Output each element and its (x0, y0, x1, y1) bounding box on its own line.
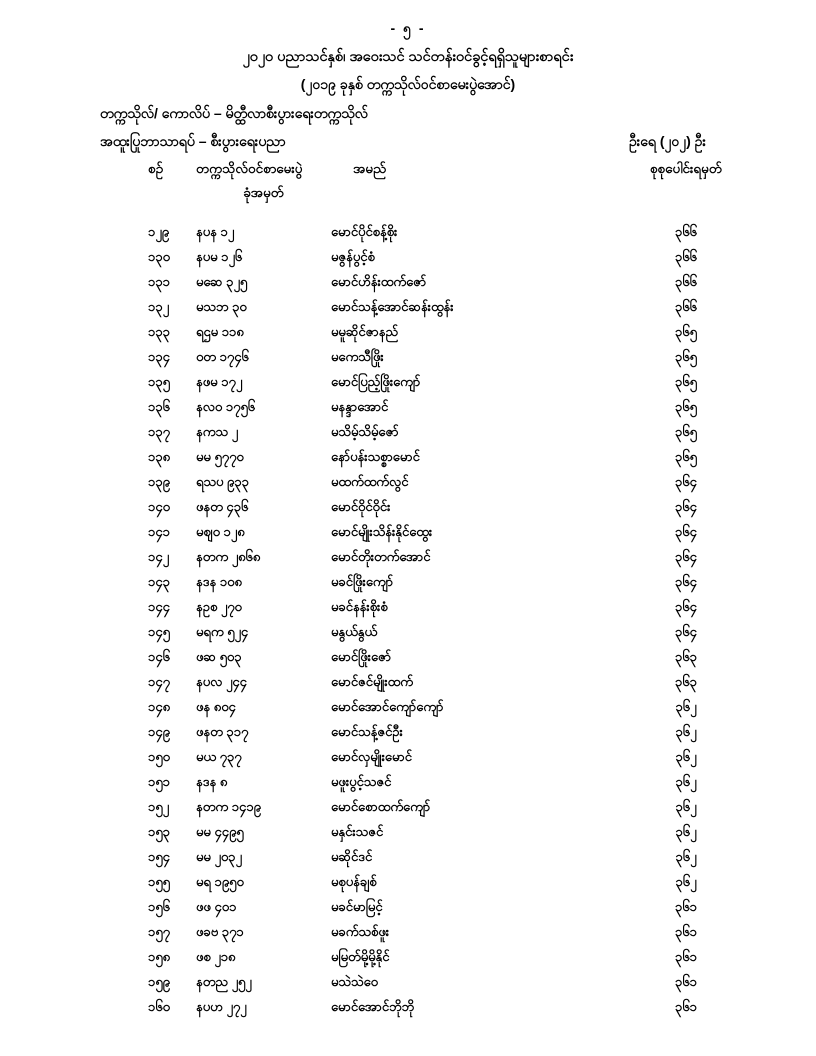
table-row (0, 994, 816, 1019)
row-total-marks: ၃၆၄ (675, 599, 697, 614)
table-row (0, 869, 816, 894)
table-row (0, 769, 816, 794)
table-row (0, 344, 816, 369)
row-serial: ၁၄၀ (148, 499, 170, 514)
row-total-marks: ၃၆၅ (675, 349, 697, 364)
row-total-marks: ၃၆၂ (675, 824, 697, 839)
row-roll-number: ဖခဗ ၃၇၁ (196, 924, 244, 939)
row-serial: ၁၅၁ (148, 774, 170, 789)
column-header-serial: စဥ် (148, 161, 164, 176)
row-roll-number: နဖမ ၁၇၂ (196, 374, 243, 389)
table-row (0, 669, 816, 694)
row-serial: ၁၄၇ (148, 674, 170, 689)
row-student-name: မောင်တိုးတက်အောင် (331, 549, 431, 564)
row-student-name: မောင်ဝိုင်ဝိုင်း (331, 499, 391, 514)
specialization-label: အထူးပြုဘာသာရပ် – စီးပွားရေးပညာ (100, 133, 286, 149)
row-student-name: မဖူးပွင့်သဇင် (331, 774, 392, 789)
table-row (0, 444, 816, 469)
row-student-name: မမြတ်မို့မို့နိုင် (331, 949, 390, 964)
table-row (0, 744, 816, 769)
row-total-marks: ၃၆၁ (675, 949, 697, 964)
table-header-row-2 (0, 181, 816, 205)
table-row (0, 319, 816, 344)
row-total-marks: ၃၆၅ (675, 424, 697, 439)
column-header-total-marks: စုစုပေါင်းရမှတ် (649, 161, 723, 176)
table-row (0, 469, 816, 494)
table-row (0, 394, 816, 419)
row-serial: ၁၄၂ (148, 549, 170, 564)
row-student-name: မခင်ဖြိုးကျော် (331, 574, 394, 589)
row-serial: ၁၅၈ (148, 949, 171, 964)
row-serial: ၁၃၆ (148, 399, 170, 414)
row-student-name: မောင်မျိုးသိန်းနိုင်ထွေး (331, 524, 433, 539)
row-roll-number: ဖန ၈၀၄ (196, 699, 236, 714)
row-serial: ၁၃၇ (148, 424, 170, 439)
row-roll-number: ဖဆ ၅၀၃ (196, 649, 242, 664)
student-list (0, 219, 816, 1019)
table-header-row (0, 157, 816, 181)
row-student-name: မောင်ဖြိုးဇော် (331, 649, 392, 664)
row-student-name: မစုပန်ချစ် (331, 874, 377, 889)
row-total-marks: ၃၆၅ (675, 374, 697, 389)
table-row (0, 219, 816, 244)
row-roll-number: နပမ ၁၂၆ (196, 249, 243, 264)
row-total-marks: ၃၆၄ (675, 624, 697, 639)
row-roll-number: နပလ ၂၄၄ (196, 674, 247, 689)
row-serial: ၁၅၄ (148, 849, 170, 864)
row-serial: ၁၃၃ (148, 324, 170, 339)
row-student-name: မသဲသဲဝေ (331, 974, 378, 989)
column-header-name: အမည် (353, 161, 387, 176)
row-total-marks: ၃၆၄ (675, 574, 697, 589)
table-row (0, 819, 816, 844)
table-row (0, 244, 816, 269)
row-serial: ၁၄၉ (148, 724, 170, 739)
row-serial: ၁၅၇ (148, 924, 170, 939)
specialization-row (0, 129, 816, 153)
row-student-name: မောင်ဟိန်းထက်ဇော် (331, 274, 427, 289)
row-total-marks: ၃၆၄ (675, 549, 697, 564)
row-student-name: မနှင်းသဇင် (331, 824, 384, 839)
row-total-marks: ၃၆၁ (675, 974, 697, 989)
row-roll-number: နဥစ ၂၇၀ (196, 599, 242, 614)
table-row (0, 894, 816, 919)
row-total-marks: ၃၆၁ (675, 899, 697, 914)
row-total-marks: ၃၆၅ (675, 324, 697, 339)
row-total-marks: ၃၆၅ (675, 449, 697, 464)
row-serial: ၁၅၂ (148, 799, 170, 814)
row-total-marks: ၃၆၁ (675, 924, 697, 939)
document-subtitle: (၂၀၁၉ ခုနှစ် တက္ကသိုလ်ဝင်စာမေးပွဲအောင်) (300, 76, 516, 92)
row-student-name: မောင်အောင်ကျော်ကျော် (331, 699, 444, 714)
row-total-marks: ၃၆၆ (675, 224, 697, 239)
table-row (0, 919, 816, 944)
row-student-name: မမူဆိုင်ဇာနည် (331, 324, 399, 339)
row-total-marks: ၃၆၂ (675, 874, 697, 889)
row-student-name: နော်ပန်းသစ္စာမောင် (331, 449, 420, 464)
table-row (0, 519, 816, 544)
row-serial: ၁၅၆ (148, 899, 170, 914)
row-roll-number: နဒန ၁၀၈ (196, 574, 242, 589)
table-row (0, 644, 816, 669)
row-serial: ၁၃၁ (148, 274, 170, 289)
row-student-name: မနွယ်နွယ် (331, 624, 378, 639)
row-serial: ၁၅၉ (148, 974, 170, 989)
row-student-name: မောင်ပြည့်ဖြိုးကျော် (331, 374, 421, 389)
column-header-exam: တက္ကသိုလ်ဝင်စာမေးပွဲ (196, 161, 303, 176)
row-total-marks: ၃၆၁ (675, 999, 697, 1014)
table-row (0, 269, 816, 294)
row-roll-number: ရဌမ ၁၁၈ (196, 324, 244, 339)
row-serial: ၁၂၉ (148, 224, 170, 239)
row-student-name: မောင်သန့်ဇင်ဦး (331, 724, 403, 739)
row-serial: ၁၃၉ (148, 474, 170, 489)
row-roll-number: နတည ၂၅၂ (196, 974, 252, 989)
row-student-name: မောင်အောင်ဘိုဘို (331, 999, 415, 1014)
row-serial: ၁၃၅ (148, 374, 170, 389)
row-serial: ၁၄၁ (148, 524, 170, 539)
table-row (0, 369, 816, 394)
row-student-name: မောင်သန့်အောင်ဆန်းထွန်း (331, 299, 454, 314)
row-roll-number: မဈဝ ၁၂၈ (196, 524, 245, 539)
row-roll-number: ဖစ ၂၁၈ (196, 949, 236, 964)
row-roll-number: နလဝ ၁၇၅၆ (196, 399, 256, 414)
table-row (0, 569, 816, 594)
row-total-marks: ၃၆၂ (675, 724, 697, 739)
table-row (0, 419, 816, 444)
row-serial: ၁၄၈ (148, 699, 171, 714)
row-serial: ၁၅၃ (148, 824, 170, 839)
row-roll-number: မမ ၅၇၇၀ (196, 449, 244, 464)
table-row (0, 494, 816, 519)
row-student-name: မောင်ဇင်မျိုးထက် (331, 674, 413, 689)
row-total-marks: ၃၆၆ (675, 299, 697, 314)
row-roll-number: မမ ၄၄၉၅ (196, 824, 244, 839)
row-student-name: မောင်စောထက်ကျော် (331, 799, 431, 814)
headcount-label: ဦးရေ (၂၀၂) ဦး (628, 133, 706, 149)
row-roll-number: ဝတ ၁၇၄၆ (196, 349, 249, 364)
row-total-marks: ၃၆၂ (675, 799, 697, 814)
row-roll-number: မသဘ ၃၀ (196, 299, 247, 314)
row-roll-number: နကသ ၂ (196, 424, 239, 439)
table-row (0, 619, 816, 644)
table-row (0, 844, 816, 869)
university-line: တက္ကသိုလ်/ ကောလိပ် – မိတ္ထီလာစီးပွားရေးတက္ကသိုလ် (100, 105, 368, 121)
table-row (0, 969, 816, 994)
row-total-marks: ၃၆၄ (675, 474, 697, 489)
row-total-marks: ၃၆၄ (675, 499, 697, 514)
row-student-name: မကေသီဖြိုး (331, 349, 384, 364)
row-student-name: မသိမ့်သိမ့်ဇော် (331, 424, 399, 439)
row-total-marks: ၃၆၃ (675, 674, 697, 689)
row-total-marks: ၃၆၆ (675, 249, 697, 264)
row-serial: ၁၃၈ (148, 449, 171, 464)
row-roll-number: ဖဖ ၄၀၁ (196, 899, 237, 914)
row-student-name: မနန္ဒာအောင် (331, 399, 389, 414)
row-roll-number: မမ ၂၀၃၂ (196, 849, 242, 864)
page-number: - ၅ - (390, 20, 426, 36)
row-roll-number: နပန ၁၂ (196, 224, 235, 239)
table-row (0, 594, 816, 619)
table-row (0, 694, 816, 719)
table-row (0, 719, 816, 744)
row-total-marks: ၃၆၅ (675, 399, 697, 414)
row-serial: ၁၅၀ (148, 749, 170, 764)
table-row (0, 794, 816, 819)
row-student-name: မခင်မာမြင့် (331, 899, 383, 914)
row-serial: ၁၄၃ (148, 574, 170, 589)
row-serial: ၁၆၀ (148, 999, 170, 1014)
row-roll-number: နဒန ၈ (196, 774, 228, 789)
row-total-marks: ၃၆၂ (675, 699, 697, 714)
row-serial: ၁၅၅ (148, 874, 170, 889)
row-student-name: မဇွန်ပွင့်စံ (331, 249, 375, 264)
row-roll-number: မဆေ ၃၂၅ (196, 274, 248, 289)
row-roll-number: ရသပ ၉၃၃ (196, 474, 249, 489)
row-roll-number: နတက ၂၈၆၈ (196, 549, 261, 564)
row-total-marks: ၃၆၆ (675, 274, 697, 289)
row-student-name: မထက်ထက်လွင် (331, 474, 409, 489)
row-student-name: မဆိုင်ဒင် (331, 849, 373, 864)
row-serial: ၁၃၀ (148, 249, 170, 264)
row-roll-number: ဖနတ ၄၃၆ (196, 499, 249, 514)
row-student-name: မခက်သစ်ဖူး (331, 924, 390, 939)
table-row (0, 944, 816, 969)
document-title: ၂၀၂၀ ပညာသင်နှစ်၊ အဝေးသင် သင်တန်းဝင်ခွင့်ရရှိသူများစာရင်း (242, 49, 574, 65)
row-serial: ၁၃၄ (148, 349, 170, 364)
row-total-marks: ၃၆၂ (675, 749, 697, 764)
row-serial: ၁၄၅ (148, 624, 170, 639)
table-row (0, 294, 816, 319)
row-serial: ၁၃၂ (148, 299, 170, 314)
row-serial: ၁၄၆ (148, 649, 170, 664)
row-roll-number: နတက ၁၄၁၉ (196, 799, 261, 814)
row-serial: ၁၄၄ (148, 599, 170, 614)
row-total-marks: ၃၆၃ (675, 649, 697, 664)
row-roll-number: မရက ၅၂၄ (196, 624, 249, 639)
column-header-roll-number: ခုံအမှတ် (243, 185, 284, 200)
row-student-name: မောင်လှမျိုးမောင် (331, 749, 412, 764)
row-student-name: မောင်ပိုင်စန့်စိုး (331, 224, 398, 239)
row-roll-number: မယ ၇၃၇ (196, 749, 242, 764)
row-total-marks: ၃၆၂ (675, 849, 697, 864)
table-row (0, 544, 816, 569)
row-roll-number: နပဟ ၂၇၂ (196, 999, 247, 1014)
row-total-marks: ၃၆၂ (675, 774, 697, 789)
row-roll-number: ဖနတ ၃၁၇ (196, 724, 249, 739)
row-roll-number: မရ ၁၉၅၀ (196, 874, 244, 889)
row-total-marks: ၃၆၄ (675, 524, 697, 539)
row-student-name: မခင်နန်းစိုးစံ (331, 599, 388, 614)
